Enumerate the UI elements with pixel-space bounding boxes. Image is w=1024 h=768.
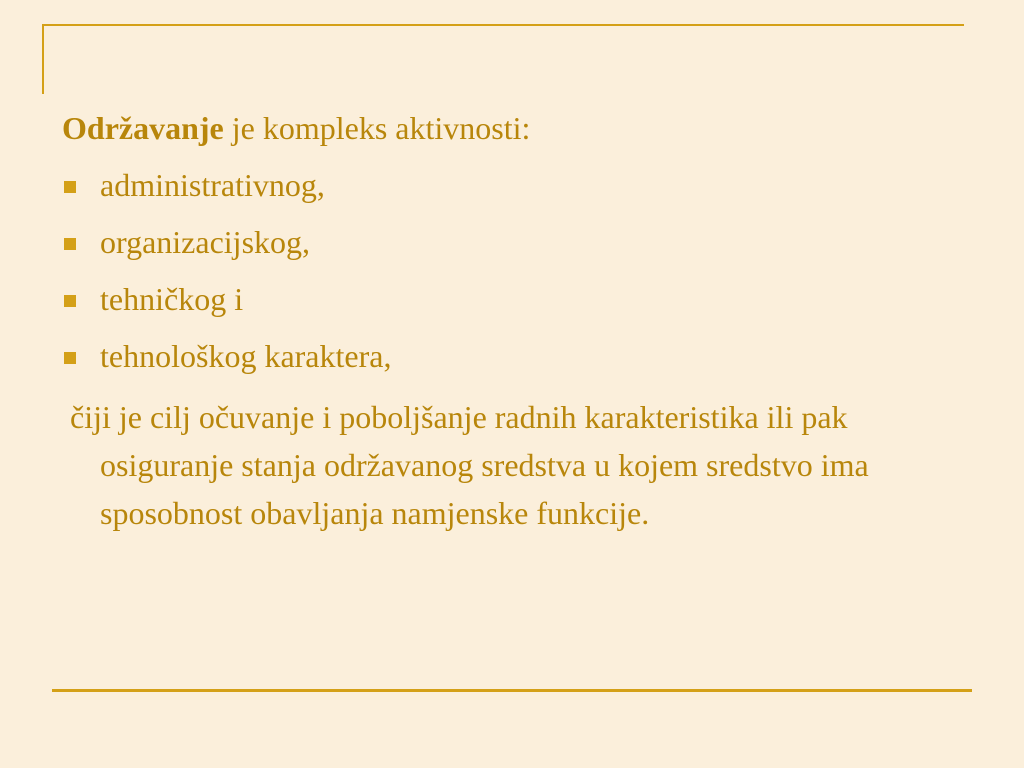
bullet-text: tehničkog i [100,281,244,317]
bullet-list [62,157,972,385]
intro-bold-term: Održavanje [62,110,224,146]
square-bullet-icon [64,238,76,250]
bullet-item [62,214,972,271]
bullet-text: organizacijskog, [100,224,311,260]
square-bullet-icon [64,181,76,193]
closing-paragraph: čiji je cilj očuvanje i poboljšanje radnih karakteristika ili pak osiguranje stanja održavanog sredstva u kojem sredstvo ima sposobnost obavljanja namjenske funkcije. [70,399,869,531]
bottom-rule [52,689,972,692]
bullet-text: administrativnog, [100,167,325,203]
bullet-item [62,328,972,385]
top-rule [42,24,964,26]
square-bullet-icon [64,295,76,307]
left-rule [42,24,44,94]
bullet-item [62,157,972,214]
slide-body [62,100,972,537]
bullet-text: tehnološkog karaktera, [100,338,392,374]
intro-text: je kompleks aktivnosti: [223,110,531,146]
square-bullet-icon [64,352,76,364]
bullet-item [62,271,972,328]
intro-line [62,100,972,157]
